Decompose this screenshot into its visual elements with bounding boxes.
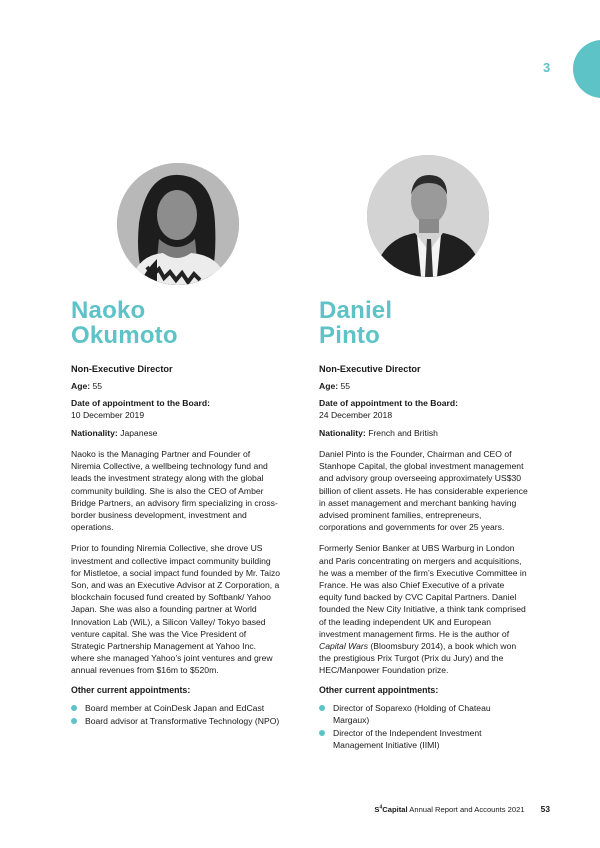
bullet-icon	[71, 705, 77, 711]
portrait-daniel-pinto	[367, 155, 489, 277]
brand-name: $S^4Capital$	[374, 804, 408, 814]
portrait-naoko-okumoto	[117, 163, 239, 285]
bullet-icon	[319, 705, 325, 711]
nationality-row: Nationality: French and British	[319, 428, 438, 438]
list-item: Board advisor at Transformative Technology (NPO)	[71, 715, 281, 727]
section-number: 3	[543, 60, 551, 75]
age-row: Age: 55	[319, 381, 351, 391]
director-role: Non-Executive Director	[319, 364, 421, 374]
bio-paragraph: Naoko is the Managing Partner and Founder of Niremia Collective, a wellbeing technology fund and leads the investment strategy along with the global community building. She is also the CEO of Amber Bridge Partners, an advisory firm specializing in cross-border business development, investment and operations.	[71, 449, 278, 533]
director-name: Daniel Pinto	[319, 297, 393, 349]
director-role: Non-Executive Director	[71, 364, 173, 374]
chapter-tab	[573, 40, 600, 98]
page-footer	[374, 804, 550, 814]
page-number: 53	[540, 804, 550, 814]
report-title: Annual Report and Accounts 2021	[407, 805, 525, 814]
appointments-list	[319, 702, 529, 752]
list-item: Board member at CoinDesk Japan and EdCast	[71, 702, 281, 714]
director-profile-okumoto	[71, 298, 281, 728]
age-row: Age: 55	[71, 381, 103, 391]
bio-paragraph: Formerly Senior Banker at UBS Warburg in London and Paris concentrating on mergers and acquisitions, he was a member of the firm’s Executive Committee in France. He was also Chief Executive of a private equity fund backed by CVC Capital Partners. Daniel founded the New City Initiative, a think tank comprised of the leading independent UK and European investment management firms. He is the author of Capital Wars (Bloomsbury 2014), a book which won the prestigious Prix Turgot (Prix du Jury) and the HEC/Manpower Foundation prize.	[319, 543, 527, 676]
bio-paragraph: Prior to founding Niremia Collective, she drove US investment and collective impact community building for Mistletoe, a social impact fund founded by Mr. Taizo Son, and was an Executive Advisor at Z Corporation, a blockchain focused fund created by Softbank/ Yahoo Japan. She was also a founding partner at World Innovation Lab (WiL), a Silicon Valley/ Tokyo based venture capital. She was the Vice President of Strategic Partnership Management at Yahoo Inc. where she managed Yahoo’s joint ventures and grew annual revenues from $16m to $520m.	[71, 543, 281, 676]
biography	[71, 448, 281, 677]
list-item: Director of Soparexo (Holding of Chateau Margaux)	[319, 702, 529, 726]
director-profile-pinto	[319, 298, 529, 752]
bullet-icon	[319, 730, 325, 736]
appointments-heading: Other current appointments:	[319, 684, 439, 695]
appointment-date: Date of appointment to the Board: 10 December 2019	[71, 398, 210, 420]
biography	[319, 448, 529, 677]
bio-paragraph: Daniel Pinto is the Founder, Chairman and CEO of Stanhope Capital, the global investment management and advisory group overseeing approximately US$30 billion of client assets. He has considerable experience in asset management and merchant banking having advised prominent families, entrepreneurs, corporations and governments for over 25 years.	[319, 449, 528, 533]
appointments-list	[71, 702, 281, 727]
nationality-row: Nationality: Japanese	[71, 428, 158, 438]
appointments-heading: Other current appointments:	[71, 684, 191, 695]
appointment-date: Date of appointment to the Board: 24 December 2018	[319, 398, 458, 420]
bullet-icon	[71, 718, 77, 724]
list-item: Director of the Independent Investment Management Initiative (IIMI)	[319, 727, 529, 751]
director-name: Naoko Okumoto	[71, 297, 178, 349]
